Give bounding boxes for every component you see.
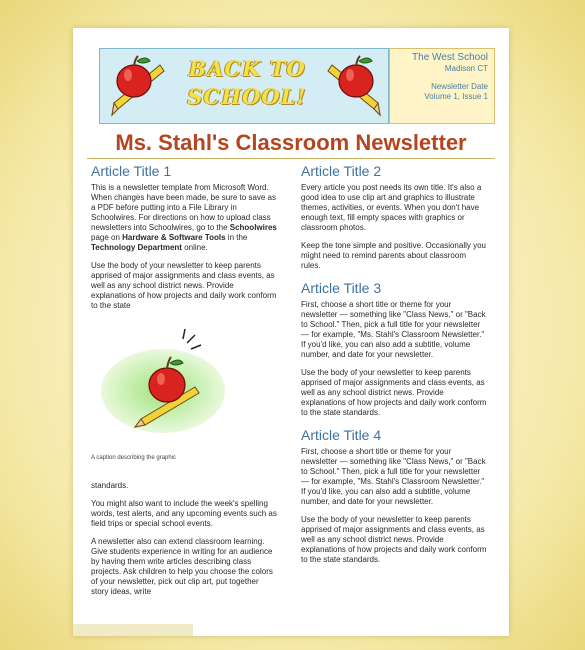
article-1-paragraph-2: Use the body of your newsletter to keep parents apprised of major assignments and class events, as well as any school district news. Provide explanations of how projects and daily work conform to the state (91, 261, 277, 310)
right-column (301, 162, 487, 573)
apple-pencil-left-icon (104, 51, 174, 121)
article-2-paragraph-2: Keep the tone simple and positive. Occasionally you might need to remind parents about classroom rules. (301, 241, 486, 270)
article-3-paragraph-2: Use the body of your newsletter to keep parents apprised of major assignments and class events, as well as any school district news. Provide explanations of how projects and daily work conform to the state standards. (301, 368, 487, 417)
article-1-paragraph-4: You might also want to include the week's spelling words, test alerts, and any upcoming events such as field trips or special school events. (91, 499, 277, 528)
volume-issue: Volume 1, Issue 1 (424, 92, 488, 101)
banner-line-1: BACK TO (188, 56, 306, 81)
article-2-paragraph-1: Every article you post needs its own title. It's also a good idea to use clip art and graphics to illustrate themes, activities, or events. When you don't have enough text, fill empty spaces with graphics or classroom photos. (301, 183, 482, 232)
school-city: Madison CT (444, 64, 488, 73)
back-to-school-banner (99, 48, 389, 124)
apple-graphic (91, 319, 277, 453)
article-2-heading: Article Title 2 (301, 163, 382, 179)
newsletter-page (73, 28, 509, 636)
article-3-paragraph-1: First, choose a short title or theme for your newsletter — something like "Class News," or "Back to School." Then, pick a full title for your newsletter — for example, "Ms. Stahl's Classroom Newsletter." If you'd like, you can also add a subtitle, volume number, and date for your newsletter. (301, 300, 486, 359)
apple-pencil-icon (91, 319, 277, 453)
article-4-paragraph-1: First, choose a short title or theme for your newsletter — something like "Class News," or "Back to School." Then, pick a full title for your newsletter — for example, "Ms. Stahl's Classroom Newsletter." If you'd like, you can also add a subtitle, volume number, and date for your newsletter. (301, 447, 486, 506)
banner-line-2: SCHOOL! (187, 84, 307, 109)
article-1-heading: Article Title 1 (91, 163, 172, 179)
banner-title (172, 55, 322, 111)
article-1-paragraph-5: A newsletter also can extend classroom learning. Give students experience in writing for an audience by having them write articles describing class projects. Ask children to help you choose the colors of your newsletter, pick out clip art, put together story ideas, write (91, 537, 273, 596)
watermark-strip (73, 624, 193, 636)
left-column (91, 162, 277, 605)
article-1-paragraph-1: This is a newsletter template from Microsoft Word. When changes have been made, be sure to save as a PDF before putting into a File Library in Schoolwires. For directions on how to upload class newsletters into Schoolwires, go to the Schoolwires page on Hardware & Software Tools in the Technology Department online. (91, 183, 277, 252)
newsletter-info-box (389, 48, 495, 124)
article-4-heading: Article Title 4 (301, 427, 382, 443)
article-1-paragraph-3: standards. (91, 481, 129, 490)
article-3-heading: Article Title 3 (301, 280, 382, 296)
school-name: The West School (412, 52, 488, 63)
graphic-caption: A caption describing the graphic (91, 455, 177, 461)
newsletter-date: Newsletter Date (431, 82, 488, 91)
title-divider (87, 158, 495, 159)
apple-pencil-right-icon (312, 51, 386, 121)
newsletter-title: Ms. Stahl's Classroom Newsletter (115, 130, 467, 155)
article-4-paragraph-2: Use the body of your newsletter to keep parents apprised of major assignments and class events, as well as any school district news. Provide explanations of how projects and daily work conform to the state standards. (301, 515, 487, 564)
